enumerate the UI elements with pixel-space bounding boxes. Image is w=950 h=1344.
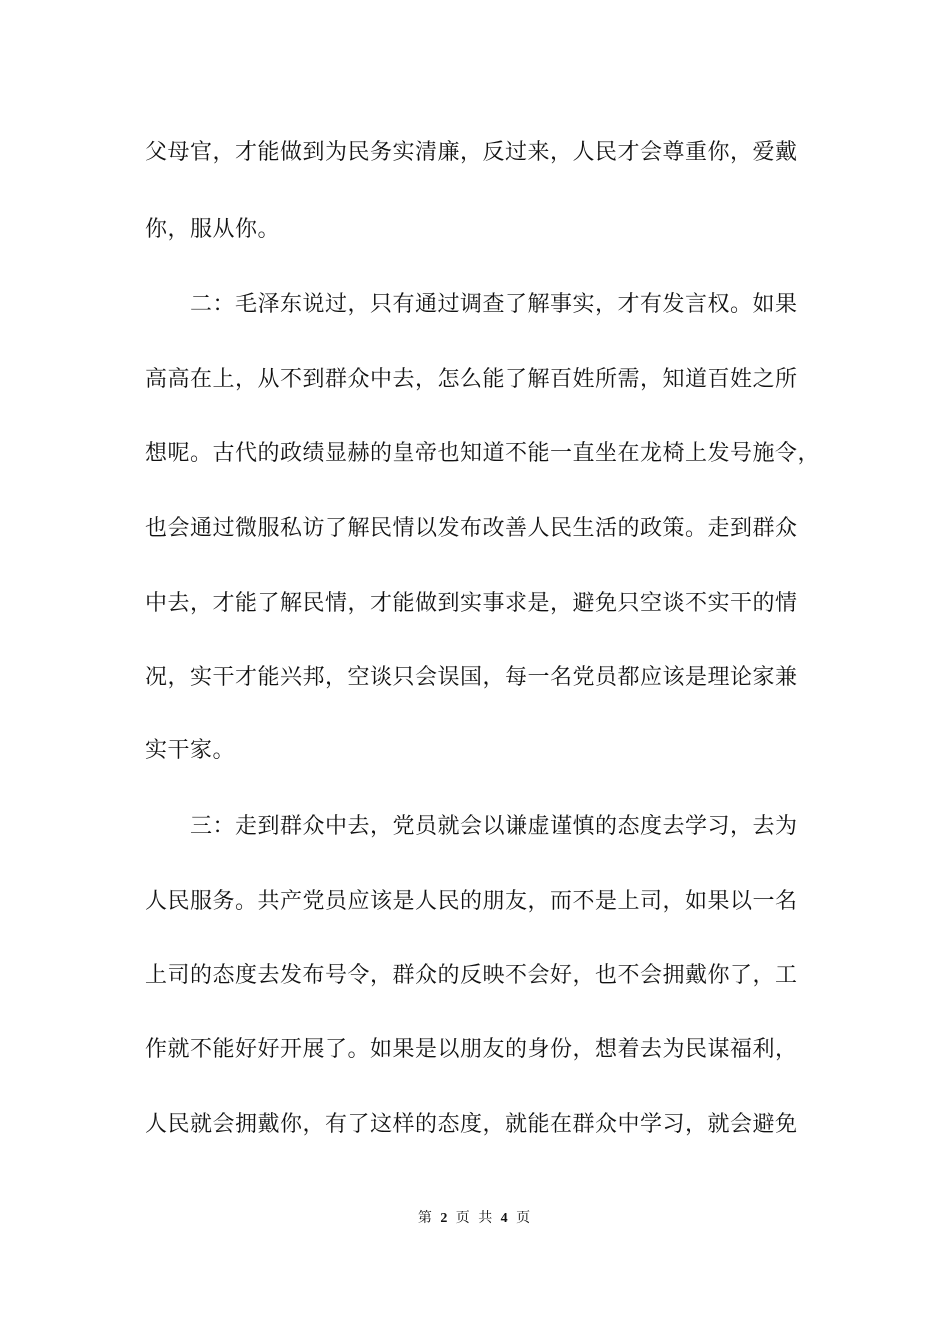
text-line-3: 二：毛泽东说过，只有通过调查了解事实，才有发言权。如果 <box>190 292 798 317</box>
text-line-2: 你，服从你。 <box>145 217 281 242</box>
text-line-11: 人民服务。共产党员应该是人民的朋友，而不是上司，如果以一名 <box>145 889 798 914</box>
text-line-10: 三：走到群众中去，党员就会以谦虚谨慎的态度去学习，去为 <box>190 814 798 839</box>
text-line-12: 上司的态度去发布号令，群众的反映不会好，也不会拥戴你了，工 <box>145 963 798 988</box>
text-line-9: 实干家。 <box>145 738 236 763</box>
footer-prefix: 第 <box>417 1210 434 1226</box>
text-line-6: 也会通过微服私访了解民情以发布改善人民生活的政策。走到群众 <box>145 516 798 541</box>
footer-current-page: 2 <box>440 1211 450 1226</box>
text-line-5: 想呢。古代的政绩显赫的皇帝也知道不能一直坐在龙椅上发号施令， <box>145 441 821 466</box>
text-line-4: 高高在上，从不到群众中去，怎么能了解百姓所需，知道百姓之所 <box>145 367 798 392</box>
footer-suffix: 页 <box>516 1210 533 1226</box>
footer-middle: 页 共 <box>455 1210 495 1226</box>
text-line-8: 况，实干才能兴邦，空谈只会误国，每一名党员都应该是理论家兼 <box>145 665 798 690</box>
text-line-1: 父母官，才能做到为民务实清廉，反过来，人民才会尊重你，爱戴 <box>145 140 798 165</box>
text-line-14: 人民就会拥戴你，有了这样的态度，就能在群众中学习，就会避免 <box>145 1112 798 1137</box>
page-footer <box>0 1208 950 1229</box>
footer-total-pages: 4 <box>500 1211 510 1226</box>
text-line-13: 作就不能好好开展了。如果是以朋友的身份，想着去为民谋福利， <box>145 1037 798 1062</box>
text-line-7: 中去，才能了解民情，才能做到实事求是，避免只空谈不实干的情 <box>145 591 798 616</box>
